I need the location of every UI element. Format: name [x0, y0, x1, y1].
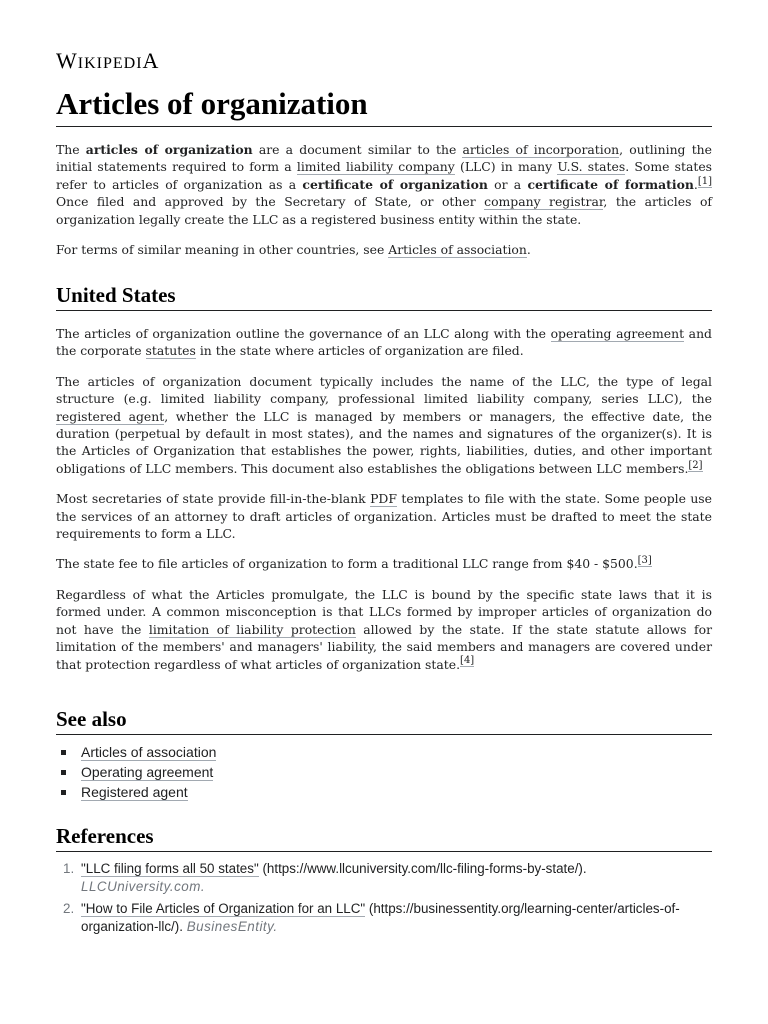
reference-number: 1.	[63, 861, 75, 876]
link-see-also-articles-of-association[interactable]: Articles of association	[81, 744, 217, 760]
references-list	[56, 860, 712, 940]
intro-paragraph-2	[56, 241, 712, 258]
text-span: The articles of organization document typically includes the name of the LLC, the type of legal structure (e.g. limited liability company, professional limited liability company, series LLC), the	[56, 373, 712, 407]
text-span: , the articles of organization legally create the LLC as a registered business entity within the state.	[56, 194, 712, 227]
reference-url: (https://www.llcuniversity.com/llc-filing-forms-by-state/)	[258, 861, 583, 876]
logo-letter-last: A	[142, 48, 160, 73]
section-heading-see-also: See also	[56, 704, 712, 735]
bold-term: certificate of organization	[302, 176, 488, 192]
text-span: .	[200, 879, 206, 894]
link-registered-agent[interactable]: registered agent	[56, 408, 165, 424]
bold-term: articles of organization	[85, 142, 253, 157]
section-heading-united-states: United States	[56, 280, 712, 311]
citation-1[interactable]	[698, 176, 712, 188]
citation-link[interactable]: [3]	[637, 555, 652, 567]
us-paragraph-4	[56, 555, 712, 572]
citation-link[interactable]: [1]	[697, 175, 713, 187]
link-statutes[interactable]: statutes	[145, 343, 196, 359]
bullet-icon	[61, 750, 66, 755]
logo-letters-middle: IKIPEDI	[77, 55, 143, 72]
text-span: Regardless of what the Articles promulgate, the LLC is bound by the specific state laws that it is formed under. A common misconception is that LLCs formed by improper articles of organization do not have the	[56, 586, 712, 637]
link-articles-of-incorporation[interactable]: articles of incorporation	[462, 142, 620, 157]
reference-site: LLCUniversity.com	[81, 879, 201, 894]
text-span: templates to file with the state. Some people use the services of an attorney to draft articles of organization. Articles must be drafted to meet the state requirements to form a LLC.	[56, 491, 712, 542]
page-title: Articles of organization	[56, 82, 712, 127]
link-pdf[interactable]: PDF	[370, 491, 397, 507]
us-paragraph-5	[56, 586, 712, 673]
text-span: allowed by the state. If the state statute allows for limitation of the members' and managers' liability, the said members and managers are covered under that protection regardless of what articles of organization state.	[56, 621, 712, 672]
us-paragraph-2	[56, 373, 712, 477]
citation-3[interactable]	[638, 555, 652, 567]
reference-item	[56, 900, 712, 936]
list-item	[56, 782, 216, 802]
reference-title-link[interactable]: "LLC filing forms all 50 states"	[81, 861, 259, 876]
link-articles-of-association[interactable]: Articles of association	[388, 242, 527, 258]
text-span: .	[179, 919, 183, 934]
text-span: .	[273, 919, 278, 934]
link-operating-agreement[interactable]: operating agreement	[550, 326, 685, 341]
wikipedia-logo[interactable]	[56, 48, 159, 74]
link-us-states[interactable]: U.S. states	[557, 159, 626, 175]
intro-paragraph-1	[56, 141, 712, 228]
list-item	[56, 742, 216, 762]
citation-2[interactable]	[688, 460, 702, 472]
text-span: .	[582, 861, 587, 876]
link-see-also-registered-agent[interactable]: Registered agent	[81, 784, 188, 800]
text-span: . Some states refer to articles of organization as a	[56, 159, 713, 192]
reference-url: (https://businessentity.org/learning-center/articles-of-organization-llc/)	[81, 901, 680, 934]
bullet-icon	[61, 790, 66, 795]
us-paragraph-3	[56, 490, 712, 542]
text-span: , outlining the initial statements required to form a	[56, 142, 712, 175]
link-company-registrar[interactable]: company registrar	[484, 194, 604, 210]
citation-link[interactable]: [2]	[688, 459, 703, 471]
reference-number: 2.	[63, 901, 75, 916]
text-span: The	[56, 142, 86, 157]
bullet-icon	[61, 770, 66, 775]
text-span: For terms of similar meaning in other countries, see	[56, 242, 389, 258]
reference-item	[56, 860, 712, 896]
section-heading-references: References	[56, 821, 712, 852]
link-limited-liability-company[interactable]: limited liability company	[296, 159, 455, 175]
united-states-section	[56, 325, 712, 686]
text-span: or a	[487, 176, 528, 192]
text-span: .	[526, 242, 531, 258]
link-limitation-of-liability[interactable]: limitation of liability protection	[148, 621, 356, 637]
text-span: in the state where articles of organization are filed.	[195, 343, 524, 359]
intro-section	[56, 141, 712, 271]
logo-letter-first: W	[56, 48, 78, 73]
bold-term: certificate of formation	[527, 176, 694, 192]
text-span: .	[693, 176, 698, 192]
citation-link[interactable]: [4]	[460, 655, 475, 667]
text-span: The articles of organization outline the governance of an LLC along with the	[56, 326, 551, 341]
link-see-also-operating-agreement[interactable]: Operating agreement	[81, 764, 214, 780]
text-span: Most secretaries of state provide fill-in-the-blank	[56, 491, 371, 507]
reference-site: BusinesEntity	[186, 919, 274, 934]
reference-title-link[interactable]: "How to File Articles of Organization for an LLC"	[81, 901, 366, 916]
us-paragraph-1	[56, 325, 712, 360]
text-span: are a document similar to the	[252, 142, 463, 157]
citation-4[interactable]	[460, 655, 474, 667]
list-item	[56, 762, 216, 782]
text-span: , whether the LLC is managed by members or managers, the effective date, the duration (perpetual by default in most states), and the names and signatures of the organizer(s). It is the Articles of Organization that establishes the power, rights, liabilities, duties, and other important obligations of LLC members. This document also establishes the obligations between LLC members.	[56, 408, 712, 476]
text-span: (LLC) in many	[454, 159, 558, 175]
text-span: Once filed and approved by the Secretary of State, or other	[56, 194, 485, 210]
see-also-list	[56, 742, 216, 802]
text-span: The state fee to file articles of organization to form a traditional LLC range from $40 - $500.	[56, 556, 638, 572]
text-span: and the corporate	[56, 326, 712, 359]
